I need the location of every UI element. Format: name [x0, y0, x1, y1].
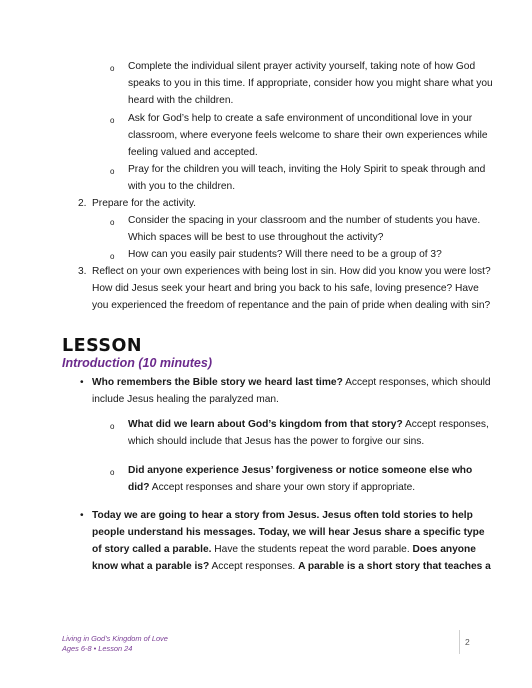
prep-item-3-line-2: How did Jesus seek your heart and bring you back to his safe, loving presence? Have [92, 283, 479, 294]
footer-subtitle: Ages 6-8 • Lesson 24 [62, 644, 133, 653]
prep-sub-4-line-2: Which spaces will be best to use throughout the activity? [128, 232, 384, 243]
bullet-marker: • [80, 377, 84, 388]
question-2-bold-3b: Does anyone [412, 544, 476, 555]
prep-item-3-line-1: Reflect on your own experiences with being lost in sin. How did you know you were lost? [92, 266, 491, 277]
question-1a-line-1 [128, 416, 489, 433]
question-1-rest: Accept responses, which should [342, 377, 491, 388]
question-2-text-4: Accept responses. [209, 561, 299, 572]
question-2-bold-3: of story called a parable. [92, 544, 212, 555]
question-1b-line-2 [128, 479, 415, 496]
prep-item-2: Prepare for the activity. [92, 198, 196, 209]
lesson-heading: LESSON [62, 336, 143, 356]
list-number: 2. [78, 198, 87, 209]
prep-sub-3-line-1: Pray for the children you will teach, inviting the Holy Spirit to speak through and [128, 164, 486, 175]
question-1-bold: Who remembers the Bible story we heard last time? [92, 377, 343, 388]
list-number: 3. [78, 266, 87, 277]
question-2-line-1 [92, 507, 473, 524]
prep-sub-3-line-2: with you to the children. [128, 181, 236, 192]
sub-marker: o [110, 64, 115, 73]
sub-marker: o [110, 422, 115, 431]
question-1a-rest: Accept responses, [402, 419, 489, 430]
sub-marker: o [110, 252, 115, 261]
prep-sub-2-line-2: classroom, where everyone feels welcome to share their own experiences while [128, 130, 488, 141]
question-2-bold-4: know what a parable is? [92, 561, 210, 572]
prep-sub-1-line-1: Complete the individual silent prayer activity yourself, taking note of how God [128, 61, 476, 72]
prep-sub-5-line-1: How can you easily pair students? Will there need to be a group of 3? [128, 249, 442, 260]
question-1-line-2: include Jesus healing the paralyzed man. [92, 394, 279, 405]
sub-marker: o [110, 116, 115, 125]
question-1b-rest: Accept responses and share your own story if appropriate. [149, 482, 416, 493]
question-2-bold-4b: A parable is a short story that teaches a [298, 561, 491, 572]
prep-sub-2-line-1: Ask for God’s help to create a safe environment of unconditional love in your [128, 113, 473, 124]
question-1b-bold-2: did? [128, 482, 150, 493]
footer-divider [459, 630, 460, 654]
page-number: 2 [465, 637, 470, 647]
question-1b-bold: Did anyone experience Jesus’ forgiveness or notice someone else who [128, 465, 473, 476]
introduction-subheading: Introduction (10 minutes) [62, 356, 212, 370]
question-1a-line-2: which should include that Jesus has the power to forgive our sins. [128, 436, 425, 447]
sub-marker: o [110, 468, 115, 477]
prep-sub-1-line-3: heard with the children. [128, 95, 234, 106]
prep-sub-1-line-2: speaks to you in this time. If appropriate, consider how you might share what you [128, 78, 493, 89]
bullet-marker: • [80, 510, 84, 521]
question-2-bold-1: Today we are going to hear a story from Jesus. Jesus often told stories to help [92, 510, 473, 521]
sub-marker: o [110, 167, 115, 176]
footer-title: Living in God’s Kingdom of Love [62, 634, 168, 643]
sub-marker: o [110, 218, 115, 227]
question-2-line-3 [92, 541, 476, 558]
prep-sub-2-line-3: feeling valued and accepted. [128, 147, 258, 158]
question-2-line-4 [92, 558, 491, 575]
question-1b-line-1 [128, 462, 472, 479]
prep-sub-4-line-1: Consider the spacing in your classroom and the number of students you have. [128, 215, 481, 226]
footer [62, 634, 168, 654]
question-2-line-2 [92, 524, 485, 541]
question-2-text-3: Have the students repeat the word parable. [211, 544, 413, 555]
question-1a-bold: What did we learn about God’s kingdom from that story? [128, 419, 403, 430]
prep-item-3-line-3: you experienced the freedom of repentance and the pain of pride when dealing with sin? [92, 300, 491, 311]
question-1-line-1 [92, 374, 491, 391]
question-2-bold-2: people understand his messages. Today, we will hear Jesus share a specific type [92, 527, 485, 538]
